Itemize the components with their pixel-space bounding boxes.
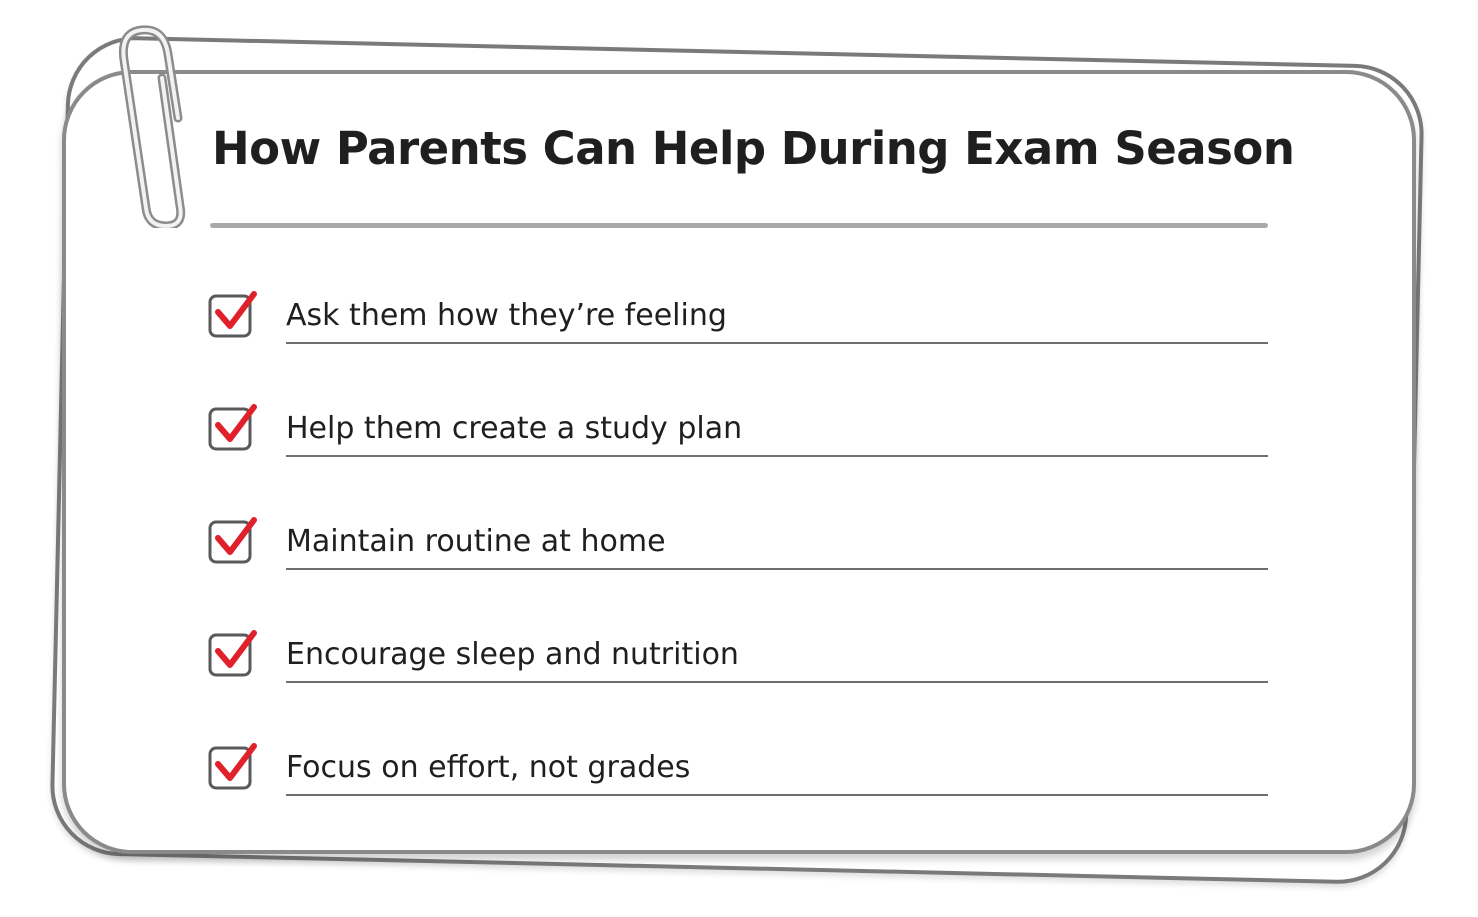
checklist-item-label: Focus on effort, not grades bbox=[286, 750, 691, 785]
item-underline bbox=[286, 455, 1268, 457]
checked-checkbox-icon bbox=[206, 742, 266, 798]
checklist-item-label: Maintain routine at home bbox=[286, 524, 666, 559]
checklist-item bbox=[206, 629, 1268, 689]
checklist-item bbox=[206, 742, 1268, 802]
checklist-item bbox=[206, 516, 1268, 576]
item-underline bbox=[286, 681, 1268, 683]
checklist-item-label: Help them create a study plan bbox=[286, 411, 743, 446]
checked-checkbox-icon bbox=[206, 629, 266, 685]
page-title: How Parents Can Help During Exam Season bbox=[212, 122, 1295, 175]
checked-checkbox-icon bbox=[206, 403, 266, 459]
paperclip-icon bbox=[100, 18, 200, 228]
item-underline bbox=[286, 794, 1268, 796]
checked-checkbox-icon bbox=[206, 290, 266, 346]
checklist-item-label: Ask them how they’re feeling bbox=[286, 298, 727, 333]
checked-checkbox-icon bbox=[206, 516, 266, 572]
item-underline bbox=[286, 568, 1268, 570]
title-divider bbox=[210, 223, 1268, 228]
checklist-item-label: Encourage sleep and nutrition bbox=[286, 637, 739, 672]
checklist-item bbox=[206, 403, 1268, 463]
checklist-item bbox=[206, 290, 1268, 350]
item-underline bbox=[286, 342, 1268, 344]
